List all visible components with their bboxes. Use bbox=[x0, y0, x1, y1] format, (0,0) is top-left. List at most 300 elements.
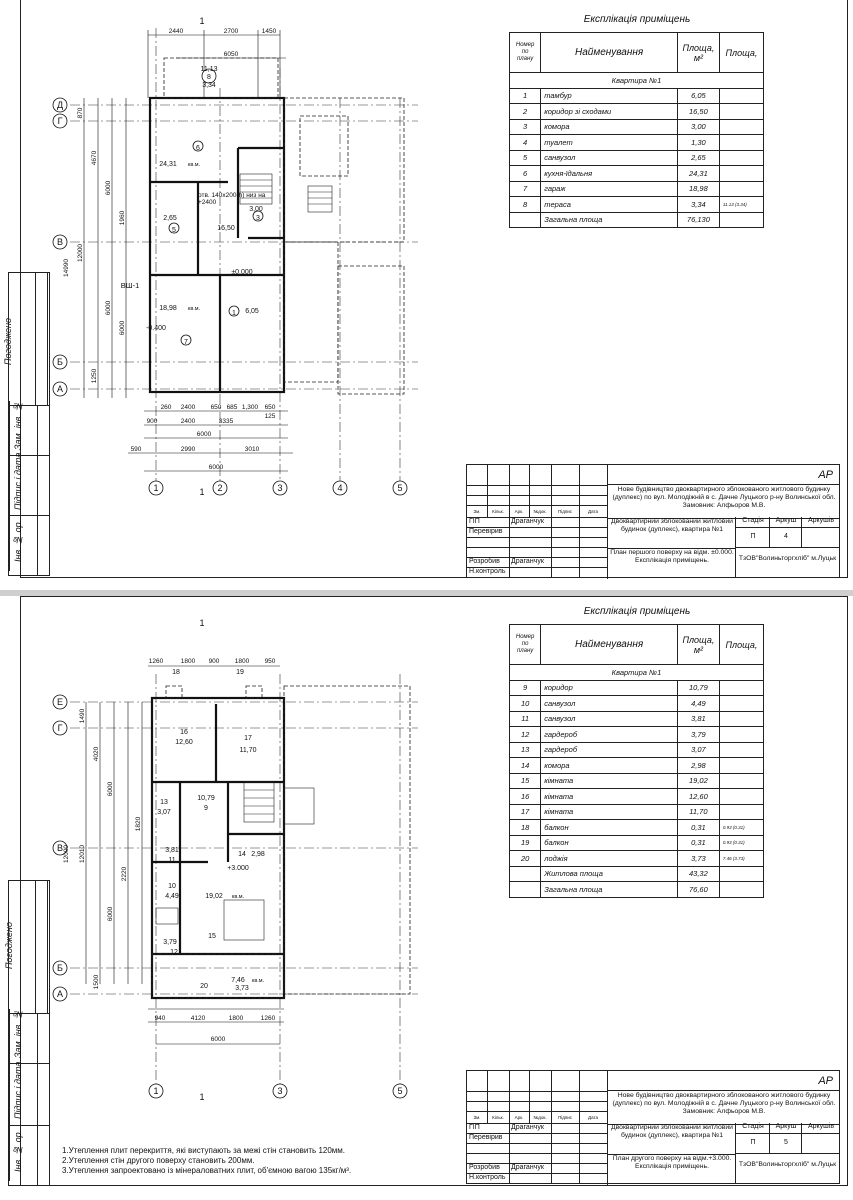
axis-label-5: 5 bbox=[397, 1086, 403, 1096]
room-area-alt bbox=[719, 727, 763, 743]
axis-label-b: Б bbox=[57, 963, 63, 973]
sheet-header: Аркуш bbox=[769, 517, 802, 528]
total-label: Загальна площа bbox=[541, 882, 678, 898]
code-cell: АР bbox=[607, 465, 839, 485]
side-stamp bbox=[8, 272, 50, 576]
role-nk: Н.контроль bbox=[469, 568, 506, 575]
room-8-num: 8 bbox=[207, 74, 211, 81]
room-6-area: 24,31 bbox=[159, 161, 177, 168]
dim-top-3: 1800 bbox=[234, 658, 250, 665]
side-label-inv: Інв. № ор. bbox=[9, 511, 26, 571]
sheets-value bbox=[801, 1133, 840, 1154]
room-area-alt bbox=[719, 773, 763, 789]
room-number: 7 bbox=[510, 181, 541, 197]
sheet-value: 5 bbox=[769, 1133, 802, 1154]
axis-label-g: Г bbox=[57, 723, 63, 733]
explication-row bbox=[510, 119, 764, 135]
dim-b1-3: 685 bbox=[226, 404, 238, 411]
room-number: 15 bbox=[510, 773, 541, 789]
section-mark-top: 1 bbox=[199, 618, 205, 628]
col-area-header: Площа, м² bbox=[677, 33, 719, 73]
dim-left-3: 12000 bbox=[63, 844, 70, 864]
room-area-alt bbox=[719, 758, 763, 774]
room-area: 2,98 bbox=[677, 758, 719, 774]
room-area: 2,65 bbox=[677, 150, 719, 166]
dim-top-3: 6050 bbox=[223, 51, 239, 58]
room-13-area: 3,07 bbox=[157, 809, 171, 816]
dim-top-4: 950 bbox=[264, 658, 276, 665]
sheet-first-floor bbox=[0, 0, 853, 592]
explication-row bbox=[510, 789, 764, 805]
axis-label-3: 3 bbox=[277, 483, 283, 493]
room-area: 3,73 bbox=[677, 851, 719, 867]
side-label-inv: Інв. № ор. bbox=[9, 1121, 26, 1181]
axis-label-v: В bbox=[56, 843, 64, 853]
note-1: 1.Утеплення плит перекриття, які виступають за межі стін становить 120мм. bbox=[62, 1146, 346, 1155]
room-name: тераса bbox=[541, 197, 678, 213]
room-area-alt bbox=[719, 696, 763, 712]
stage-header: Стадія bbox=[735, 1123, 770, 1134]
side-cell-sign bbox=[9, 1063, 49, 1126]
room-3-area: 3,00 bbox=[249, 206, 263, 213]
explication-row bbox=[510, 197, 764, 213]
room-area: 3,07 bbox=[677, 742, 719, 758]
dim-top-1: 1800 bbox=[180, 658, 196, 665]
role-dev: Розробив bbox=[469, 558, 500, 565]
sheet-name-cell: План першого поверху на відм. ±0.000. Експлікація приміщень. bbox=[607, 547, 736, 579]
stage-header: Стадія bbox=[735, 517, 770, 528]
room-7-num: 7 bbox=[184, 339, 188, 346]
dim-b1-4: 1,300 bbox=[241, 404, 259, 411]
hdr-date: Дата bbox=[588, 1115, 598, 1120]
level-garage: -0.400 bbox=[146, 325, 166, 332]
dim-top-2: 1450 bbox=[261, 28, 277, 35]
room-area: 3,34 bbox=[677, 197, 719, 213]
explication-row bbox=[510, 804, 764, 820]
room-number: 2 bbox=[510, 104, 541, 120]
room-area-alt: 7.46 (3.73) bbox=[719, 851, 763, 867]
dim-left-2: 6000 bbox=[107, 781, 114, 797]
room-name: кімната bbox=[541, 773, 678, 789]
role-check: Перевірив bbox=[469, 1134, 503, 1141]
explication-row bbox=[510, 88, 764, 104]
hdr-date: Дата bbox=[588, 509, 598, 514]
room-name: кухня-їдальня bbox=[541, 166, 678, 182]
hdr-zm: Зм. bbox=[473, 1115, 481, 1120]
dim-b-total: 6000 bbox=[210, 1036, 226, 1043]
hdr-sign: Підпис bbox=[557, 1115, 573, 1120]
hdr-ndoc: №док. bbox=[533, 1115, 547, 1120]
room-10-area: 4,49 bbox=[165, 893, 179, 900]
second-floor-plan bbox=[48, 614, 458, 1114]
room-number: 8 bbox=[510, 197, 541, 213]
room-10-num: 10 bbox=[168, 883, 176, 890]
side-label-replace: Зам. інв. № bbox=[9, 1009, 26, 1059]
room-5-area: 2,65 bbox=[163, 215, 177, 222]
explication-row bbox=[510, 104, 764, 120]
dim-b1-0: 260 bbox=[160, 404, 172, 411]
room-area: 10,79 bbox=[677, 680, 719, 696]
room-number: 9 bbox=[510, 680, 541, 696]
level-second: +3.000 bbox=[227, 865, 249, 872]
section-mark-top: 1 bbox=[199, 16, 205, 26]
col-area2-header: Площа, bbox=[719, 33, 763, 73]
room-name: санвузол bbox=[541, 696, 678, 712]
explication-row bbox=[510, 773, 764, 789]
dim-b2-1: 2400 bbox=[180, 418, 196, 425]
axis-label-d: Д bbox=[56, 100, 64, 110]
room-14-area: 2,98 bbox=[251, 851, 265, 858]
room-area-alt: 0.93 (0.31) bbox=[719, 835, 763, 851]
room-area: 24,31 bbox=[677, 166, 719, 182]
flat-row: Квартира №1 bbox=[510, 73, 764, 89]
room-number: 3 bbox=[510, 119, 541, 135]
sheets-value bbox=[801, 527, 840, 548]
dim-b-2: 1800 bbox=[228, 1015, 244, 1022]
dim-left-6: 6000 bbox=[107, 906, 114, 922]
side-cell-inv bbox=[9, 1125, 49, 1185]
total-value: 76,130 bbox=[677, 212, 719, 228]
dim-b3: 6000 bbox=[196, 431, 212, 438]
dim-left-4: 12010 bbox=[79, 844, 86, 864]
building-cell: Двоквартирний зблокований житловий будинок (дуплекс), квартира №1 bbox=[607, 1123, 736, 1155]
dim-b4-2: 3010 bbox=[244, 446, 260, 453]
dim-b1-5: 650 bbox=[264, 404, 276, 411]
room-area-alt bbox=[719, 804, 763, 820]
room-17-num: 17 bbox=[244, 735, 252, 742]
dim-left-0: 1490 bbox=[79, 708, 86, 724]
code-cell: АР bbox=[607, 1071, 839, 1091]
room-1-num: 1 bbox=[232, 310, 236, 317]
note-2: 2.Утеплення стін другого поверху становить 200мм. bbox=[62, 1156, 255, 1165]
dim-left-1: 4020 bbox=[93, 746, 100, 762]
role-check: Перевірив bbox=[469, 528, 503, 535]
project-cell: Нове будівництво двоквартирного зблокованого житлового будинку (дуплекс) по вул. Молодіжній в с. Дачне Луцького р-ну Волинської обл. Замовник: Алфьоров М.В. bbox=[607, 485, 840, 519]
vsh-label: ВШ-1 bbox=[120, 281, 140, 290]
room-area-alt bbox=[719, 742, 763, 758]
room-number: 4 bbox=[510, 135, 541, 151]
sheets-header: Аркушів bbox=[801, 1123, 840, 1134]
hdr-kilk: Кільк. bbox=[492, 1115, 504, 1120]
room-area: 3,00 bbox=[677, 119, 719, 135]
axis-label-a: А bbox=[56, 989, 64, 999]
explication-row bbox=[510, 166, 764, 182]
room-area-alt bbox=[719, 135, 763, 151]
side-cell-inv bbox=[9, 515, 49, 575]
room-19-num: 19 bbox=[236, 669, 244, 676]
building-cell: Двоквартирний зблокований житловий будинок (дуплекс), квартира №1 bbox=[607, 517, 736, 549]
explication-row bbox=[510, 680, 764, 696]
room-name: гардероб bbox=[541, 727, 678, 743]
explication-row bbox=[510, 135, 764, 151]
axis-label-a: А bbox=[56, 384, 64, 394]
room-name: гардероб bbox=[541, 742, 678, 758]
room-15-unit: кв.м. bbox=[231, 894, 245, 900]
room-area-alt bbox=[719, 119, 763, 135]
room-area-alt: 11.13 (3.34) bbox=[719, 197, 763, 213]
role-dev-name: Драганчук bbox=[511, 1164, 544, 1171]
room-1-area: 6,05 bbox=[245, 308, 259, 315]
room-20-area2: 3,73 bbox=[235, 985, 249, 992]
approved-label: Погоджено bbox=[4, 922, 14, 969]
room-number: 1 bbox=[510, 88, 541, 104]
room-name: санвузол bbox=[541, 150, 678, 166]
room-name: лоджія bbox=[541, 851, 678, 867]
side-cell-replace bbox=[9, 1009, 49, 1064]
room-name: тамбур bbox=[541, 88, 678, 104]
room-number: 6 bbox=[510, 166, 541, 182]
room-area: 16,50 bbox=[677, 104, 719, 120]
room-name: кімната bbox=[541, 789, 678, 805]
room-area-alt bbox=[719, 680, 763, 696]
room-area: 4,49 bbox=[677, 696, 719, 712]
axis-label-1: 1 bbox=[153, 1086, 159, 1096]
total-value: 76,60 bbox=[677, 882, 719, 898]
room-name: гараж bbox=[541, 181, 678, 197]
side-label-replace: Зам. інв. № bbox=[9, 401, 26, 451]
room-9-area: 10,79 bbox=[197, 795, 215, 802]
room-area-alt bbox=[719, 181, 763, 197]
room-3-num: 3 bbox=[256, 215, 260, 222]
room-15-area: 19,02 bbox=[205, 893, 223, 900]
room-16-area: 12,60 bbox=[175, 739, 193, 746]
col-num-header: Номер по плану bbox=[510, 625, 541, 665]
sheet-value: 4 bbox=[769, 527, 802, 548]
room-area-alt bbox=[719, 166, 763, 182]
explication-row bbox=[510, 851, 764, 867]
dim-left-6: 14990 bbox=[63, 258, 70, 278]
stage-value: П bbox=[735, 527, 770, 548]
room-number: 11 bbox=[510, 711, 541, 727]
hdr-kilk: Кільк. bbox=[492, 509, 504, 514]
room-area: 12,60 bbox=[677, 789, 719, 805]
note-3: 3.Утеплення запроектовано із мінераловатних плит, об'ємною вагою 135кг/м³. bbox=[62, 1166, 352, 1175]
dim-top-2: 900 bbox=[208, 658, 220, 665]
hdr-ndoc: №док. bbox=[533, 509, 547, 514]
room-area: 18,98 bbox=[677, 181, 719, 197]
sheet-name-cell: План другого поверху на відм.+3.000. Експлікація приміщень. bbox=[607, 1153, 736, 1185]
sheet-second-floor bbox=[0, 596, 853, 1200]
room-number: 10 bbox=[510, 696, 541, 712]
explication-table bbox=[509, 624, 764, 898]
level-floor: ±0.000 bbox=[231, 269, 253, 276]
col-area2-header: Площа, bbox=[719, 625, 763, 665]
room-area-alt bbox=[719, 104, 763, 120]
room-number: 12 bbox=[510, 727, 541, 743]
room-area: 19,02 bbox=[677, 773, 719, 789]
role-gip-name: Драганчук bbox=[511, 518, 544, 525]
title-block bbox=[466, 464, 840, 578]
org-cell: ТзОВ"Волиньторгхліб" м.Луцьк bbox=[735, 547, 839, 577]
room-number: 16 bbox=[510, 789, 541, 805]
explication-row bbox=[510, 742, 764, 758]
hdr-zm: Зм. bbox=[473, 509, 481, 514]
side-cell-blank bbox=[9, 273, 49, 406]
role-gip-name: Драганчук bbox=[511, 1124, 544, 1131]
role-nk: Н.контроль bbox=[469, 1174, 506, 1181]
section-mark-bottom: 1 bbox=[199, 487, 205, 497]
room-name: коридор зі сходами bbox=[541, 104, 678, 120]
room-17-area: 11,70 bbox=[239, 747, 257, 754]
side-label-sign: Підпис і дата bbox=[9, 451, 26, 511]
first-floor-plan bbox=[48, 8, 458, 508]
room-area: 0,31 bbox=[677, 835, 719, 851]
axis-label-3: 3 bbox=[277, 1086, 283, 1096]
hdr-sign: Підпис bbox=[557, 509, 573, 514]
room-name: комора bbox=[541, 758, 678, 774]
room-area: 3,79 bbox=[677, 727, 719, 743]
room-number: 5 bbox=[510, 150, 541, 166]
dim-left-8: 6000 bbox=[119, 320, 126, 336]
hdr-ark: Арк. bbox=[514, 1115, 524, 1120]
axis-label-4: 4 bbox=[337, 483, 343, 493]
dim-b-3: 1260 bbox=[260, 1015, 276, 1022]
room-13-num: 13 bbox=[160, 799, 168, 806]
dim-b-0: 940 bbox=[154, 1015, 166, 1022]
role-dev-name: Драганчук bbox=[511, 558, 544, 565]
room-area-alt bbox=[719, 789, 763, 805]
living-label: Житлова площа bbox=[541, 866, 678, 882]
col-area-header: Площа, м² bbox=[677, 625, 719, 665]
dim-left-3: 1960 bbox=[119, 210, 126, 226]
room-15-num: 15 bbox=[208, 933, 216, 940]
living-value: 43,32 bbox=[677, 866, 719, 882]
room-12-num: 12 bbox=[170, 949, 178, 956]
section-mark-bottom: 1 bbox=[199, 1092, 205, 1102]
explication-row bbox=[510, 150, 764, 166]
room-area-alt: 0.93 (0.31) bbox=[719, 820, 763, 836]
dim-b-1: 4120 bbox=[190, 1015, 206, 1022]
sheet-header: Аркуш bbox=[769, 1123, 802, 1134]
room-number: 17 bbox=[510, 804, 541, 820]
room-name: комора bbox=[541, 119, 678, 135]
axis-label-e: Е bbox=[56, 697, 64, 707]
room-number: 18 bbox=[510, 820, 541, 836]
sheets-header: Аркушів bbox=[801, 517, 840, 528]
approved-label: Погоджено bbox=[3, 318, 13, 365]
dim-top-0: 1260 bbox=[148, 658, 164, 665]
room-12-area: 3,79 bbox=[163, 939, 177, 946]
room-number: 14 bbox=[510, 758, 541, 774]
dim-b5: 6000 bbox=[208, 464, 224, 471]
hdr-ark: Арк. bbox=[514, 509, 524, 514]
explication-row bbox=[510, 820, 764, 836]
room-name: туалет bbox=[541, 135, 678, 151]
opening-note: отв. 140x200(h) низ на +2400 bbox=[198, 192, 266, 206]
axis-label-1: 1 bbox=[153, 483, 159, 493]
explication-title: Експлікація приміщень bbox=[583, 14, 691, 25]
room-20-num: 20 bbox=[200, 983, 208, 990]
room-area: 3,81 bbox=[677, 711, 719, 727]
room-area: 1,30 bbox=[677, 135, 719, 151]
dim-left-7: 6000 bbox=[105, 300, 112, 316]
col-name-header: Найменування bbox=[541, 33, 678, 73]
dim-left-0: 870 bbox=[77, 107, 84, 119]
room-area-alt bbox=[719, 711, 763, 727]
room-2-area: 16,50 bbox=[217, 225, 235, 232]
dim-b4-1: 2990 bbox=[180, 446, 196, 453]
role-dev: Розробив bbox=[469, 1164, 500, 1171]
dim-left-5: 12000 bbox=[77, 243, 84, 263]
dim-top-1: 2700 bbox=[223, 28, 239, 35]
explication-row bbox=[510, 835, 764, 851]
dim-b2-2: 3335 bbox=[218, 418, 234, 425]
room-7-unit: кв.м. bbox=[187, 306, 201, 312]
dim-b2-0: 900 bbox=[146, 418, 158, 425]
dim-left-7: 2220 bbox=[121, 866, 128, 882]
room-8-area2: 3,34 bbox=[202, 82, 216, 89]
room-14-num: 14 bbox=[238, 851, 246, 858]
room-6-unit: кв.м. bbox=[187, 162, 201, 168]
side-cell-blank bbox=[9, 881, 49, 1014]
room-number: 20 bbox=[510, 851, 541, 867]
room-area: 0,31 bbox=[677, 820, 719, 836]
explication-row bbox=[510, 696, 764, 712]
explication-row bbox=[510, 727, 764, 743]
room-11-num: 11 bbox=[168, 857, 176, 864]
dim-left-2: 6000 bbox=[105, 180, 112, 196]
side-cell-sign bbox=[9, 452, 49, 516]
dim-left-5: 1820 bbox=[135, 816, 142, 832]
notes bbox=[62, 1146, 351, 1176]
room-20-area: 7,46 bbox=[231, 977, 245, 984]
explication-row bbox=[510, 181, 764, 197]
dim-b4-0: 590 bbox=[130, 446, 142, 453]
room-8-area: 11,13 bbox=[200, 66, 218, 73]
dim-left-4: 1250 bbox=[91, 368, 98, 384]
room-area-alt bbox=[719, 88, 763, 104]
room-6-num: 6 bbox=[196, 145, 200, 152]
dim-b1-1: 2400 bbox=[180, 404, 196, 411]
side-label-sign: Підпис і дата bbox=[9, 1059, 26, 1121]
role-gip: ГІП bbox=[469, 518, 480, 525]
org-cell: ТзОВ"Волиньторгхліб" м.Луцьк bbox=[735, 1153, 839, 1183]
room-name: санвузол bbox=[541, 711, 678, 727]
room-11-area: 3,81 bbox=[165, 847, 179, 854]
axis-label-v: В bbox=[56, 237, 64, 247]
col-num-header: Номер по плану bbox=[510, 33, 541, 73]
room-number: 19 bbox=[510, 835, 541, 851]
room-16-num: 16 bbox=[180, 729, 188, 736]
explication-title: Експлікація приміщень bbox=[583, 606, 691, 617]
axis-label-2: 2 bbox=[217, 483, 223, 493]
role-gip: ГІП bbox=[469, 1124, 480, 1131]
room-18-num: 18 bbox=[172, 669, 180, 676]
dim-top-0: 2440 bbox=[168, 28, 184, 35]
room-name: балкон bbox=[541, 835, 678, 851]
room-name: коридор bbox=[541, 680, 678, 696]
stage-value: П bbox=[735, 1133, 770, 1154]
explication-table bbox=[509, 32, 764, 228]
col-name-header: Найменування bbox=[541, 625, 678, 665]
room-name: балкон bbox=[541, 820, 678, 836]
axis-label-g: Г bbox=[57, 116, 63, 126]
dim-left-8: 1500 bbox=[93, 974, 100, 990]
axis-label-b: Б bbox=[57, 357, 63, 367]
room-area: 11,70 bbox=[677, 804, 719, 820]
dim-b1-6: 125 bbox=[264, 413, 276, 420]
dim-left-1: 4670 bbox=[91, 150, 98, 166]
explication-row bbox=[510, 758, 764, 774]
side-stamp bbox=[8, 880, 50, 1186]
flat-row: Квартира №1 bbox=[510, 665, 764, 681]
room-5-num: 5 bbox=[172, 227, 176, 234]
project-cell: Нове будівництво двоквартирного зблокованого житлового будинку (дуплекс) по вул. Молодіжній в с. Дачне Луцького р-ну Волинської обл. Замовник: Алфьоров М.В. bbox=[607, 1091, 840, 1125]
axis-label-5: 5 bbox=[397, 483, 403, 493]
dim-b1-2: 650 bbox=[210, 404, 222, 411]
room-number: 13 bbox=[510, 742, 541, 758]
room-7-area: 18,98 bbox=[159, 305, 177, 312]
